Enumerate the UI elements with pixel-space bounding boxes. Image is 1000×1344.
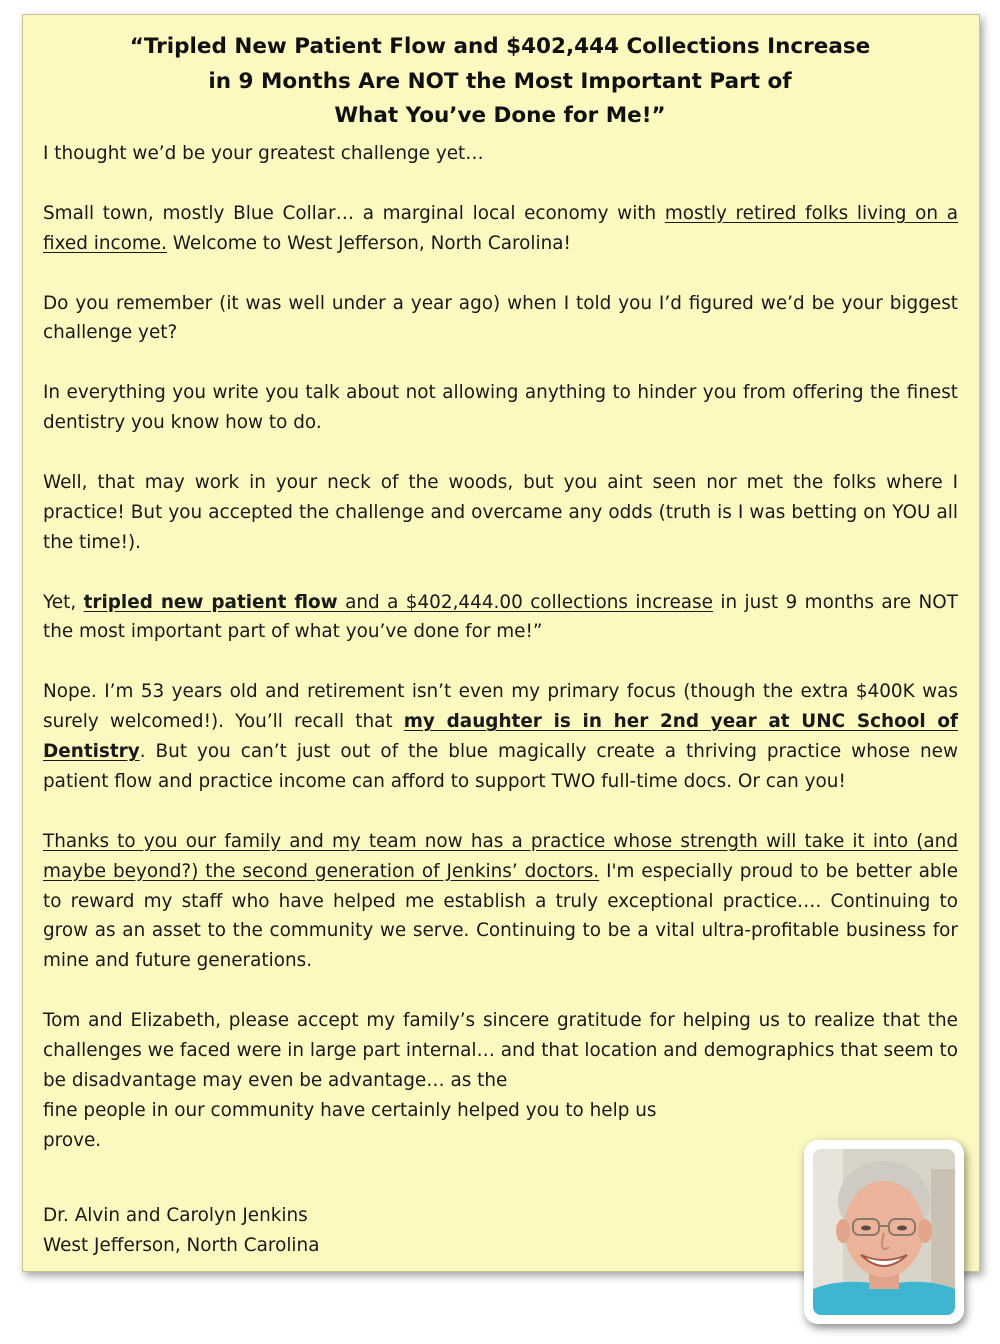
signature-name: Dr. Alvin and Carolyn Jenkins [43,1205,308,1226]
signature-location: West Jefferson, North Carolina [43,1235,320,1256]
p7-text-b: . But you can’t just out of the blue magically create a thriving practice whose new patient flow and practice income can afford to support TWO full-time docs. Or can you! [43,741,958,792]
paragraph-9 [43,1006,958,1156]
p7-text-a: Nope. I’m 53 years old and retirement isn’t even my primary focus (though the extra $400K was surely welcomed!). You’ll recall that [43,681,958,733]
p6-text-b: in just 9 months are NOT the most important part of what you’ve done for me!” [43,591,958,643]
paragraph-8 [43,827,958,977]
headline [0,30,1000,134]
testimonial-body [43,139,958,1156]
portrait-photo-icon [813,1149,955,1315]
p6-bold-underlined: tripled new patient flow [83,591,338,613]
p2-text-a: Small town, mostly Blue Collar… a marginal local economy with [43,202,665,224]
paragraph-3: Do you remember (it was well under a year ago) when I told you I’d figured we’d be your biggest challenge yet? [43,292,958,344]
p6-text-a: Yet, [43,591,84,613]
paragraph-2 [43,199,958,259]
p9-text-b: fine people in our community have certainly helped you to help us [43,1099,657,1121]
p7-bold-underlined: my daughter is in her 2nd year at UNC School of Dentistry [43,711,958,763]
signature-block [43,1201,319,1261]
p2-underlined: mostly retired folks living on a fixed income. [43,202,958,254]
headline-line-2: in 9 Months Are NOT the Most Important Part of [208,68,792,94]
p2-text-b: Welcome to West Jefferson, North Carolina! [166,232,571,254]
p9-text-a: Tom and Elizabeth, please accept my family’s sincere gratitude for helping us to realize that the challenges we faced were in large part internal… and that location and demographics that seem to be disadvantage may even be advantage… as the [43,1010,958,1091]
p8-underlined: Thanks to you our family and my team now has a practice whose strength will take it into (and maybe beyond?) the second generation of Jenkins’ doctors. [43,830,958,882]
headline-line-1: “Tripled New Patient Flow and $402,444 Collections Increase [129,34,871,59]
portrait-photo-frame [804,1140,964,1324]
paragraph-4: In everything you write you talk about not allowing anything to hinder you from offering the finest dentistry you know how to do. [43,382,958,434]
paragraph-6 [43,588,958,648]
headline-line-3: What You’ve Done for Me!” [334,103,666,128]
p8-text-b: I'm especially proud to be better able to reward my staff who have helped me establish a truly exceptional practice…. Continuing to grow as an asset to the community we serve. Continuing to be a vital ultra-profitable business for mine and future generations. [43,860,959,972]
paragraph-5: Well, that may work in your neck of the woods, but you aint seen nor met the folks where I practice! But you accepted the challenge and overcame any odds (truth is I was betting on YOU all the time!). [43,471,958,553]
p6-underlined: and a $402,444.00 collections increase [337,591,713,613]
p9-text-c: prove. [43,1129,102,1151]
paragraph-7 [43,677,958,797]
paragraph-1: I thought we’d be your greatest challenge yet… [43,143,484,164]
